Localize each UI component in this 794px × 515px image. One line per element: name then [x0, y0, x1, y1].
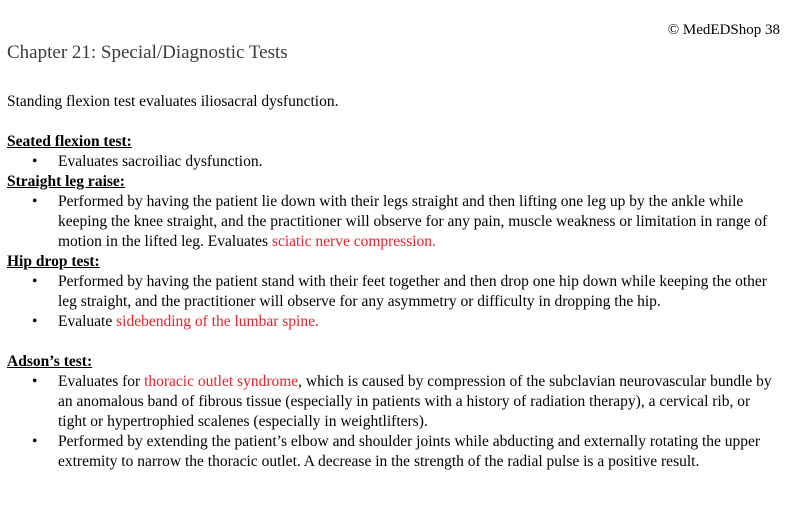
spacer [7, 332, 782, 352]
heading-straight-leg-raise: Straight leg raise: [7, 173, 125, 190]
copyright-page-number: © MedEDShop 38 [667, 22, 780, 38]
list-item: • Evaluates sacroiliac dysfunction. [32, 153, 263, 170]
highlight-text: sciatic nerve compression. [271, 233, 436, 250]
straight-leg-raise-list [7, 192, 782, 252]
adsons-test-list [7, 372, 782, 472]
document-body [7, 92, 782, 472]
list-item: • Evaluate sidebending of the lumbar spine. [32, 313, 319, 330]
bullet-icon: • [32, 433, 38, 450]
list-item: • Evaluates for thoracic outlet syndrome, which is caused by compression of the subclavian neurovascular bundle by an anomalous band of fibrous tissue (especially in patients with a history of radiation therapy), a cervical rib, or tight or hypertrophied scalenes (especially in weightlifters). [32, 373, 772, 430]
heading-seated-flexion: Seated flexion test: [7, 133, 132, 150]
highlight-text: thoracic outlet syndrome [144, 373, 299, 390]
heading-hip-drop: Hip drop test: [7, 253, 100, 270]
highlight-text: sidebending of the lumbar spine. [116, 313, 319, 330]
list-item: • Performed by having the patient lie down with their legs straight and then lifting one leg up by the ankle while keeping the knee straight, and the practitioner will observe for any pain, muscle weakness or limitation in range of motion in the lifted leg. Evaluates sciatic nerve compression. [32, 193, 768, 250]
bullet-icon: • [32, 313, 38, 330]
bullet-icon: • [32, 373, 38, 390]
chapter-title: Chapter 21: Special/Diagnostic Tests [7, 42, 288, 63]
hip-drop-list [7, 272, 782, 332]
list-item: • Performed by extending the patient’s elbow and shoulder joints while abducting and externally rotating the upper extremity to narrow the thoracic outlet. A decrease in the strength of the radial pulse is a positive result. [32, 433, 761, 470]
bullet-icon: • [32, 273, 38, 290]
heading-adsons-test: Adson’s test: [7, 353, 93, 370]
seated-flexion-list [7, 152, 782, 172]
bullet-icon: • [32, 193, 38, 210]
bullet-icon: • [32, 153, 38, 170]
intro-text: Standing flexion test evaluates iliosacral dysfunction. [7, 93, 339, 110]
list-item: • Performed by having the patient stand with their feet together and then drop one hip down while keeping the other leg straight, and the practitioner will observe for any asymmetry or difficulty in dropping the hip. [32, 273, 767, 310]
